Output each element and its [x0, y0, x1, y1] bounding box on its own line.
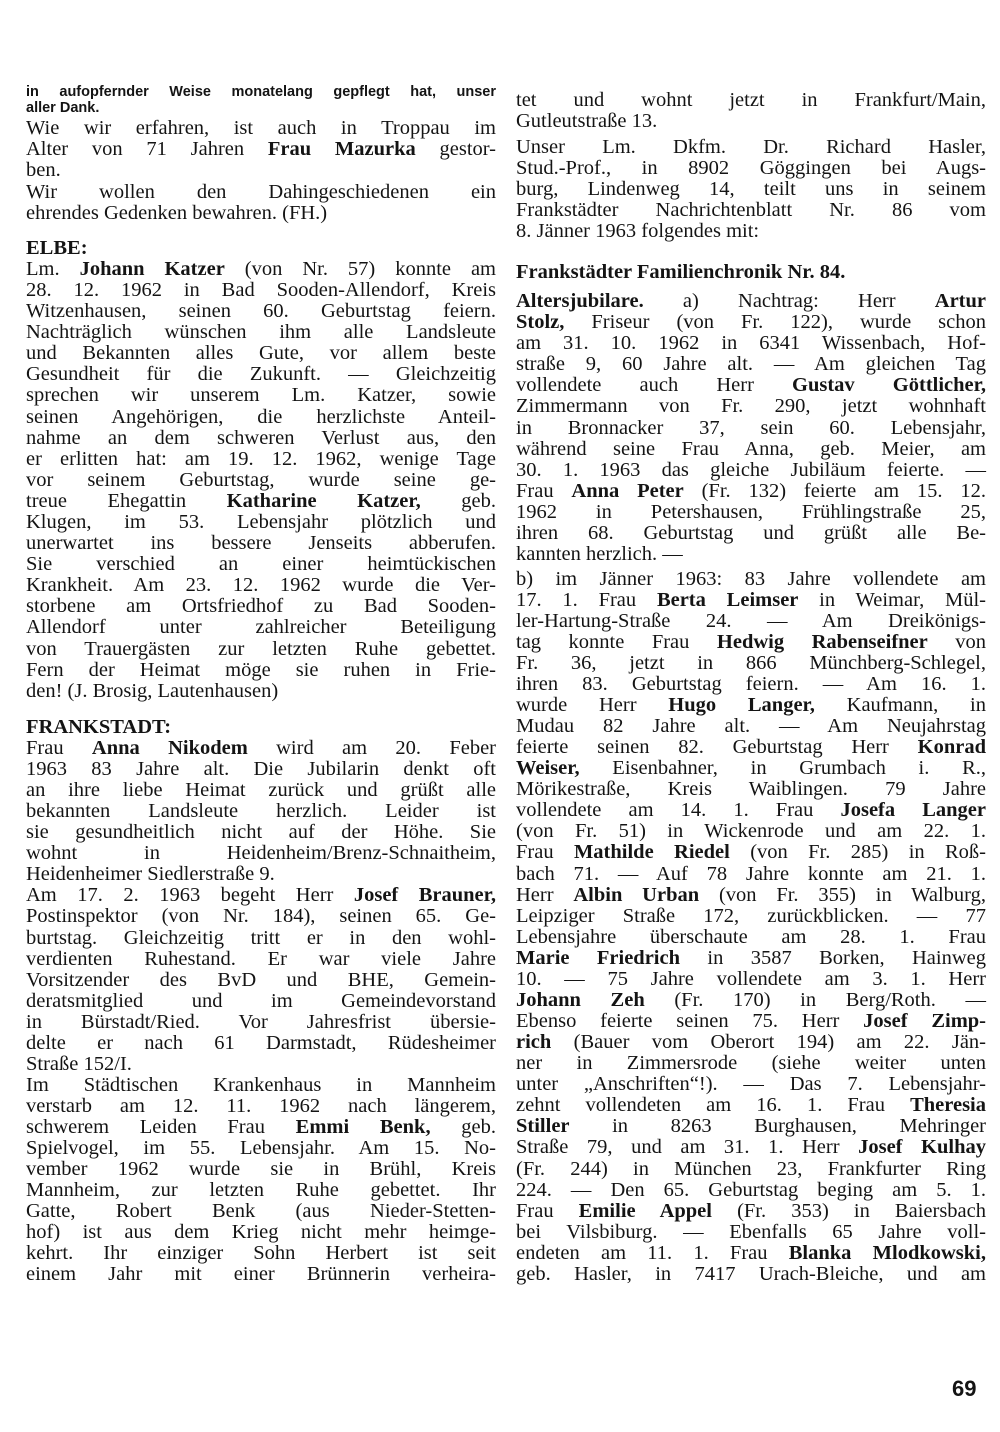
text-run: Mannheim, zur letzten Ruhe gebettet. Ihr — [26, 1179, 496, 1201]
text-run: FRANKSTADT: — [26, 716, 172, 738]
text-run: geb. — [430, 1116, 496, 1138]
text-run: Straße 152/I. — [26, 1053, 132, 1075]
right-column-text-line — [516, 1095, 986, 1116]
text-run: ihren 68. Geburtstag und grüßt alle Be- — [516, 522, 986, 544]
bold-name: Blanka Mlodkowski, — [788, 1242, 986, 1264]
right-column-text-line — [516, 653, 986, 674]
left-column-text-line — [26, 407, 496, 428]
bold-name: Gustav Göttlicher, — [792, 374, 986, 396]
left-column-text-line — [26, 470, 496, 491]
left-column-section-heading — [26, 717, 496, 738]
text-run: in aufopfernder Weise monatelang gepflegt hat, unser — [26, 84, 496, 100]
text-run: von — [927, 631, 986, 653]
left-column-text-line — [26, 596, 496, 617]
left-column-text-line — [26, 1180, 496, 1201]
text-run: ehrendes Gedenken bewahren. (FH.) — [26, 202, 328, 224]
right-column-text-line — [516, 90, 986, 111]
bold-name: Anna Nikodem — [91, 737, 248, 759]
text-run: unerwartet ins bessere Jenseits abberufen. — [26, 532, 496, 554]
left-column-text-line — [26, 85, 496, 100]
text-run: in Bronnacker 37, sein 60. Lebensjahr, — [516, 417, 986, 439]
text-run: (Fr. 132) feierte am 15. 12. — [683, 480, 987, 502]
text-run: 1962 in Petershausen, Frühlingstraße 25, — [516, 501, 986, 523]
text-run: treue Ehegattin — [26, 490, 227, 512]
right-column-text-line — [516, 291, 986, 312]
text-run: Heidenheimer Siedlerstraße 9. — [26, 863, 275, 885]
right-column-text-line — [516, 221, 986, 242]
left-column-text-line — [26, 280, 496, 301]
left-column-text-line — [26, 385, 496, 406]
text-run: Am 17. 2. 1963 begeht Herr — [26, 884, 354, 906]
text-run: Eisenbahner, in Grumbach i. R., — [579, 757, 986, 779]
left-column-text-line — [26, 991, 496, 1012]
right-column-text-line — [516, 948, 986, 969]
right-column-text-line — [516, 969, 986, 990]
text-run: Ebenso feierte seinen 75. Herr — [516, 1010, 864, 1032]
text-run: Alter von 71 Jahren — [26, 138, 268, 160]
text-run: 1963 83 Jahre alt. Die Jubilarin denkt oft — [26, 758, 496, 780]
text-run: (von Fr. 355) in Walburg, — [699, 884, 986, 906]
left-column-text-line — [26, 1012, 496, 1033]
right-column-text-line — [516, 523, 986, 544]
text-run: Frau — [516, 1200, 579, 1222]
right-column-text-line — [516, 1201, 986, 1222]
text-run: storbene am Ortsfriedhof zu Bad Sooden- — [26, 595, 496, 617]
right-column-text-line — [516, 611, 986, 632]
text-run: verstarb am 12. 11. 1962 nach längerem, — [26, 1095, 496, 1117]
text-run: tag konnte Frau — [516, 631, 717, 653]
left-column-text-line — [26, 864, 496, 885]
right-column-text-line — [516, 333, 986, 354]
left-column-text-line — [26, 364, 496, 385]
text-run: er erlitten hat: am 19. 12. 1962, wenige Tage — [26, 448, 496, 470]
bold-name: Weiser, — [516, 757, 580, 779]
text-run: in 3587 Borken, Hainweg — [680, 947, 986, 969]
text-run: Stud.-Prof., in 8902 Göggingen bei Augs- — [516, 157, 986, 179]
text-run: Nachträglich wünschen ihm alle Landsleute — [26, 321, 496, 343]
text-run: 17. 1. Frau — [516, 589, 657, 611]
left-column-text-line — [26, 1243, 496, 1264]
text-run: einem Jahr mit einer Brünnerin verheira- — [26, 1263, 496, 1285]
right-column-text-line — [516, 1159, 986, 1180]
left-column-text-line — [26, 1138, 496, 1159]
right-column-text-line — [516, 1074, 986, 1095]
text-run: 28. 12. 1962 in Bad Sooden-Allendorf, Kreis — [26, 279, 496, 301]
left-column-text-line — [26, 1264, 496, 1285]
text-run: Wie wir erfahren, ist auch in Troppau im — [26, 117, 496, 139]
right-column-text-line — [516, 674, 986, 695]
text-run: Kaufmann, in — [814, 694, 986, 716]
right-column-text-line — [516, 375, 986, 396]
bold-name: Anna Peter — [571, 480, 684, 502]
right-column-text-line — [516, 1032, 986, 1053]
text-run: ELBE: — [26, 237, 88, 259]
right-column-text-line — [516, 1180, 986, 1201]
bold-name: Hugo Langer, — [668, 694, 815, 716]
left-column-text-line — [26, 554, 496, 575]
text-run: Frankstädter Familienchronik Nr. 84. — [516, 261, 846, 283]
text-run: Frau — [516, 841, 574, 863]
left-column-text-line — [26, 533, 496, 554]
text-run: Gatte, Robert Benk (aus Nieder-Stetten- — [26, 1200, 496, 1222]
text-run: Straße 79, und am 31. 1. Herr — [516, 1136, 859, 1158]
text-run: Friseur (von Fr. 122), wurde schon — [564, 311, 986, 333]
left-column-text-line — [26, 1033, 496, 1054]
right-column-text-line — [516, 758, 986, 779]
text-run: delte er nach 61 Darmstadt, Rüdesheimer — [26, 1032, 496, 1054]
text-run: Postinspektor (von Nr. 184), seinen 65. Ge- — [26, 905, 496, 927]
left-column-text-line — [26, 575, 496, 596]
text-run: burg, Lindenweg 14, teilt uns in seinem — [516, 178, 986, 200]
text-run: (von Nr. 57) konnte am — [224, 258, 497, 280]
bold-name: Johann Zeh — [516, 989, 645, 1011]
right-column-text-line — [516, 821, 986, 842]
right-column-text-line — [516, 800, 986, 821]
left-column-text-line — [26, 801, 496, 822]
right-column-text-line — [516, 1264, 986, 1285]
text-run: schwerem Leiden Frau — [26, 1116, 296, 1138]
right-column-text-line — [516, 737, 986, 758]
right-column-text-line — [516, 1222, 986, 1243]
right-column-text-line — [516, 396, 986, 417]
text-run: sie gesundheitlich nicht auf der Höhe. Sie — [26, 821, 496, 843]
text-run: feierte seinen 82. Geburtstag Herr — [516, 736, 918, 758]
right-column-text-line — [516, 716, 986, 737]
left-column-text-line — [26, 928, 496, 949]
text-run: Krankheit. Am 23. 12. 1962 wurde die Ver- — [26, 574, 496, 596]
text-run: gestor- — [415, 138, 497, 160]
right-column-text-line — [516, 842, 986, 863]
text-run: Spielvogel, im 55. Lebensjahr. Am 15. No- — [26, 1137, 496, 1159]
right-column-text-line — [516, 158, 986, 179]
bold-name: Konrad — [917, 736, 986, 758]
bold-name: Marie Friedrich — [516, 947, 680, 969]
text-run: Witzenhausen, seinen 60. Geburtstag feiern. — [26, 300, 496, 322]
bold-name: Albin Urban — [573, 884, 700, 906]
text-run: Im Städtischen Krankenhaus in Mannheim — [26, 1074, 496, 1096]
text-run: seinen Angehörigen, die herzlichste Anteil- — [26, 406, 496, 428]
text-run: geb. — [420, 490, 497, 512]
text-run: aller Dank. — [26, 100, 100, 116]
right-column-text-line — [516, 864, 986, 885]
text-run: kehrt. Ihr einziger Sohn Herbert ist seit — [26, 1242, 496, 1264]
right-column-text-line — [516, 460, 986, 481]
text-run: Frau — [516, 480, 572, 502]
text-run: in Weimar, Mül- — [798, 589, 986, 611]
bold-name: Stiller — [516, 1115, 570, 1137]
text-run: vollendete auch Herr — [516, 374, 793, 396]
left-column-text-line — [26, 660, 496, 681]
bold-name: Emilie Appel — [578, 1200, 712, 1222]
text-run: ner in Zimmersrode (siehe weiter unten — [516, 1052, 986, 1074]
text-run: vollendete am 14. 1. Frau — [516, 799, 841, 821]
text-run: (Fr. 170) in Berg/Roth. — — [644, 989, 986, 1011]
left-column-text-line — [26, 906, 496, 927]
left-column-text-line — [26, 301, 496, 322]
left-column-text-line — [26, 101, 496, 116]
text-run: Herr — [516, 884, 574, 906]
left-column-text-line — [26, 203, 496, 224]
text-run: Gutleutstraße 13. — [516, 110, 658, 132]
text-run: Frankstädter Nachrichtenblatt Nr. 86 vom — [516, 199, 986, 221]
right-column-text-line — [516, 885, 986, 906]
text-run: tet und wohnt jetzt in Frankfurt/Main, — [516, 89, 986, 111]
text-run: zehnt vollendeten am 16. 1. Frau — [516, 1094, 911, 1116]
right-column-text-line — [516, 137, 986, 158]
left-column-text-line — [26, 1159, 496, 1180]
left-column-text-line — [26, 639, 496, 660]
text-run: ihren 83. Geburtstag feiern. — Am 16. 1. — [516, 673, 986, 695]
left-column-text-line — [26, 259, 496, 280]
text-run: (Fr. 244) in München 23, Frankfurter Ring — [516, 1158, 986, 1180]
right-column-text-line — [516, 990, 986, 1011]
left-column-text-line — [26, 160, 496, 181]
left-column-text-line — [26, 738, 496, 759]
page-number: 69 — [952, 1376, 977, 1401]
right-column-text-line — [516, 1243, 986, 1264]
text-run: Fern der Heimat möge sie ruhen in Frie- — [26, 659, 496, 681]
text-run: an ihre liebe Heimat zurück und grüßt alle — [26, 779, 496, 801]
bold-name: Artur — [934, 290, 986, 312]
text-run: verdienten Ruhestand. Er war viele Jahre — [26, 948, 496, 970]
right-column-text-line — [516, 179, 986, 200]
left-column-text-line — [26, 617, 496, 638]
left-column-text-line — [26, 843, 496, 864]
bold-name: Josef Brauner, — [353, 884, 496, 906]
left-column-text-line — [26, 512, 496, 533]
text-run: Zimmermann von Fr. 290, jetzt wohnhaft — [516, 395, 986, 417]
left-column-text-line — [26, 970, 496, 991]
left-column-text-line — [26, 428, 496, 449]
text-run: straße 9, 60 Jahre alt. — Am gleichen Tag — [516, 353, 986, 375]
left-column-text-line — [26, 491, 496, 512]
text-run: (Bauer vom Oberort 194) am 22. Jän- — [551, 1031, 986, 1053]
text-run: Mörikestraße, Kreis Waiblingen. 79 Jahre — [516, 778, 986, 800]
text-run: bei Vilsbiburg. — Ebenfalls 65 Jahre voll- — [516, 1221, 986, 1243]
text-run: a) Nachtrag: Herr — [643, 290, 935, 312]
bold-name: Theresia — [910, 1094, 986, 1116]
left-column-text-line — [26, 822, 496, 843]
text-run: vember 1962 wurde sie in Brühl, Kreis — [26, 1158, 496, 1180]
text-run: endeten am 11. 1. Frau — [516, 1242, 789, 1264]
bold-name: Josef Zimp- — [863, 1010, 986, 1032]
text-run: Lebensjahre überschaute am 28. 1. Frau — [516, 926, 986, 948]
text-run: Unser Lm. Dkfm. Dr. Richard Hasler, — [516, 136, 986, 158]
right-column-text-line — [516, 1011, 986, 1032]
bold-name: Josefa Langer — [840, 799, 986, 821]
text-run: deratsmitglied und im Gemeindevorstand — [26, 990, 496, 1012]
right-column-text-line — [516, 569, 986, 590]
right-column-text-line — [516, 544, 986, 565]
right-column-text-line — [516, 1137, 986, 1158]
text-run: ler-Hartung-Straße 24. — Am Dreikönigs- — [516, 610, 986, 632]
text-run: in 8263 Burghausen, Mehringer — [569, 1115, 986, 1137]
text-run: am 31. 10. 1962 in 6341 Wissenbach, Hof- — [516, 332, 986, 354]
text-run: hof) ist aus dem Krieg nicht mehr heimge- — [26, 1221, 496, 1243]
bold-name: Berta Leimser — [656, 589, 799, 611]
right-column-text-line — [516, 111, 986, 132]
text-run: in Bürstadt/Ried. Vor Jahresfrist übersie- — [26, 1011, 496, 1033]
right-column-text-line — [516, 1116, 986, 1137]
left-column-text-line — [26, 118, 496, 139]
bold-name: Altersjubilare. — [516, 290, 644, 312]
right-column-text-line — [516, 418, 986, 439]
right-column-text-line — [516, 502, 986, 523]
text-run: Frau — [26, 737, 92, 759]
text-run: vor seinem Geburtstag, wurde seine ge- — [26, 469, 496, 491]
text-run: 8. Jänner 1963 folgendes mit: — [516, 220, 760, 242]
left-column-text-line — [26, 1054, 496, 1075]
left-column-text-line — [26, 1096, 496, 1117]
text-run: Fr. 36, jetzt in 866 Münchberg-Schlegel, — [516, 652, 986, 674]
right-column-text-line — [516, 906, 986, 927]
left-column-text-line — [26, 885, 496, 906]
bold-name: Josef Kulhay — [858, 1136, 986, 1158]
bold-name: Johann Katzer — [79, 258, 225, 280]
text-run: und Bekannten alles Gute, vor allem beste — [26, 342, 496, 364]
right-column-text-line — [516, 439, 986, 460]
right-column-text-line — [516, 354, 986, 375]
left-column-text-line — [26, 182, 496, 203]
text-run: 10. — 75 Jahre vollendete am 3. 1. Herr — [516, 968, 986, 990]
left-column-text-line — [26, 780, 496, 801]
text-run: den! (J. Brosig, Lautenhausen) — [26, 680, 279, 702]
right-column-text-line — [516, 927, 986, 948]
left-column-text-line — [26, 759, 496, 780]
text-run: Leipziger Straße 172, zurückblicken. — 77 — [516, 905, 986, 927]
left-column-text-line — [26, 1117, 496, 1138]
text-run: Vorsitzender des BvD und BHE, Gemein- — [26, 969, 496, 991]
bold-name: Hedwig Rabenseifner — [716, 631, 928, 653]
right-column-text-line — [516, 312, 986, 333]
bold-name: Katharine Katzer, — [226, 490, 421, 512]
left-column-text-line — [26, 1222, 496, 1243]
text-run: unter „Anschriften“!). — Das 7. Lebensjahr- — [516, 1073, 986, 1095]
bold-name: Mathilde Riedel — [573, 841, 730, 863]
text-run: 30. 1. 1963 das gleiche Jubiläum feierte. — — [516, 459, 986, 481]
text-run: (Fr. 353) in Baiersbach — [711, 1200, 986, 1222]
left-column-text-line — [26, 681, 496, 702]
bold-name: Emmi Benk, — [295, 1116, 431, 1138]
text-run: bekannten Landsleute herzlich. Leider ist — [26, 800, 496, 822]
text-run: Allendorf unter zahlreicher Beteiligung — [26, 616, 496, 638]
text-run: Sie verschied an einer heimtückischen — [26, 553, 496, 575]
bold-name: Frau Mazurka — [267, 138, 416, 160]
text-run: sprechen wir unserem Lm. Katzer, sowie — [26, 384, 496, 406]
text-run: während seine Frau Anna, geb. Meier, am — [516, 438, 986, 460]
left-column-text-line — [26, 322, 496, 343]
left-column-text-line — [26, 1201, 496, 1222]
text-run: Lm. — [26, 258, 80, 280]
text-run: von Trauergästen zur letzten Ruhe gebettet. — [26, 638, 496, 660]
bold-name: Stolz, — [516, 311, 565, 333]
left-column-text-line — [26, 949, 496, 970]
text-run: Gesundheit für die Zukunft. — Gleichzeitig — [26, 363, 496, 385]
text-run: geb. Hasler, in 7417 Urach-Bleiche, und am — [516, 1263, 986, 1285]
text-run: (von Fr. 51) in Wickenrode und am 22. 1. — [516, 820, 986, 842]
text-run: burtstag. Gleichzeitig tritt er in den wohl- — [26, 927, 496, 949]
text-run: nahme an dem schweren Verlust aus, den — [26, 427, 496, 449]
bold-name: rich — [516, 1031, 552, 1053]
right-column-text-line — [516, 695, 986, 716]
text-run: (von Fr. 285) in Roß- — [729, 841, 987, 863]
text-run: wird am 20. Feber — [247, 737, 497, 759]
text-run: b) im Jänner 1963: 83 Jahre vollendete am — [516, 568, 986, 590]
right-column-text-line — [516, 200, 986, 221]
right-column-text-line — [516, 779, 986, 800]
left-column-text-line — [26, 449, 496, 470]
right-column-text-line — [516, 1053, 986, 1074]
right-column-text-line — [516, 632, 986, 653]
text-run: Mudau 82 Jahre alt. — Am Neujahrstag — [516, 715, 986, 737]
left-column-text-line — [26, 1075, 496, 1096]
text-run: 224. — Den 65. Geburtstag beging am 5. 1. — [516, 1179, 986, 1201]
text-run: wohnt in Heidenheim/Brenz-Schnaitheim, — [26, 842, 496, 864]
left-column-text-line — [26, 343, 496, 364]
right-column-text-line — [516, 481, 986, 502]
text-run: Wir wollen den Dahingeschiedenen ein — [26, 181, 496, 203]
left-column-text-line — [26, 139, 496, 160]
text-run: Klugen, im 53. Lebensjahr plötzlich und — [26, 511, 496, 533]
text-run: ben. — [26, 159, 61, 181]
right-column-section-heading — [516, 262, 986, 283]
text-run: kannten herzlich. — — [516, 543, 683, 565]
text-run: wurde Herr — [516, 694, 669, 716]
text-run: bach 71. — Auf 78 Jahre konnte am 21. 1. — [516, 863, 986, 885]
left-column-section-heading — [26, 238, 496, 259]
right-column-text-line — [516, 590, 986, 611]
